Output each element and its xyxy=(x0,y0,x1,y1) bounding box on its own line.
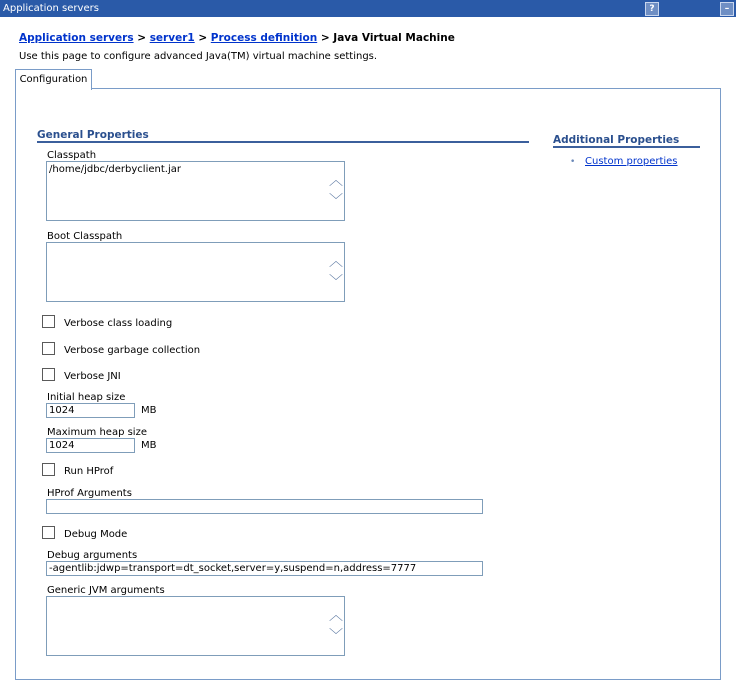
generic-jvm-args-textarea[interactable] xyxy=(46,596,345,656)
custom-properties-link[interactable]: Custom properties xyxy=(585,156,678,167)
max-heap-input[interactable]: 1024 xyxy=(46,438,135,453)
initial-heap-label: Initial heap size xyxy=(47,392,126,403)
scroll-up-icon[interactable]: ︿ xyxy=(329,173,343,189)
hprof-args-label: HProf Arguments xyxy=(47,488,132,499)
general-properties-title: General Properties xyxy=(37,129,149,141)
hprof-args-input[interactable] xyxy=(46,499,483,514)
window-title: Application servers xyxy=(3,3,99,14)
breadcrumb-separator: > xyxy=(317,32,334,44)
scroll-down-icon[interactable]: ﹀ xyxy=(329,274,343,290)
classpath-label: Classpath xyxy=(47,150,97,161)
debug-mode-label: Debug Mode xyxy=(64,529,128,540)
bullet-icon: • xyxy=(570,157,576,167)
verbose-class-loading-checkbox[interactable] xyxy=(42,315,55,328)
breadcrumb-current: Java Virtual Machine xyxy=(333,32,455,44)
verbose-jni-checkbox[interactable] xyxy=(42,368,55,381)
breadcrumb-application-servers[interactable]: Application servers xyxy=(19,32,134,44)
breadcrumb-server1[interactable]: server1 xyxy=(149,32,195,44)
general-properties-divider xyxy=(37,141,529,143)
scroll-down-icon[interactable]: ﹀ xyxy=(329,193,343,209)
debug-args-label: Debug arguments xyxy=(47,550,138,561)
run-hprof-checkbox[interactable] xyxy=(42,463,55,476)
max-heap-label: Maximum heap size xyxy=(47,427,147,438)
classpath-textarea[interactable] xyxy=(46,161,345,221)
page-description: Use this page to configure advanced Java(TM) virtual machine settings. xyxy=(19,51,378,62)
scroll-down-icon[interactable]: ﹀ xyxy=(329,628,343,644)
additional-properties-divider xyxy=(553,146,700,148)
boot-classpath-textarea[interactable] xyxy=(46,242,345,302)
tab-configuration[interactable]: Configuration xyxy=(15,69,92,90)
help-button[interactable]: ? xyxy=(645,2,659,16)
window-titlebar xyxy=(0,0,736,17)
scroll-up-icon[interactable]: ︿ xyxy=(329,254,343,270)
verbose-jni-label: Verbose JNI xyxy=(64,371,121,382)
additional-properties-title: Additional Properties xyxy=(553,134,680,146)
max-heap-unit: MB xyxy=(141,440,157,451)
breadcrumb-separator: > xyxy=(133,32,150,44)
generic-jvm-args-label: Generic JVM arguments xyxy=(47,585,165,596)
verbose-gc-checkbox[interactable] xyxy=(42,342,55,355)
classpath-value: /home/jdbc/derbyclient.jar xyxy=(49,164,181,175)
debug-args-input[interactable]: -agentlib:jdwp=transport=dt_socket,server=y,suspend=n,address=7777 xyxy=(46,561,483,576)
breadcrumb xyxy=(19,32,455,44)
initial-heap-input[interactable]: 1024 xyxy=(46,403,135,418)
run-hprof-label: Run HProf xyxy=(64,466,114,477)
breadcrumb-separator: > xyxy=(194,32,211,44)
initial-heap-unit: MB xyxy=(141,405,157,416)
verbose-class-loading-label: Verbose class loading xyxy=(64,318,173,329)
minimize-button[interactable]: – xyxy=(720,2,734,16)
boot-classpath-label: Boot Classpath xyxy=(47,231,123,242)
breadcrumb-process-definition[interactable]: Process definition xyxy=(210,32,318,44)
debug-mode-checkbox[interactable] xyxy=(42,526,55,539)
verbose-gc-label: Verbose garbage collection xyxy=(64,345,201,356)
scroll-up-icon[interactable]: ︿ xyxy=(329,608,343,624)
